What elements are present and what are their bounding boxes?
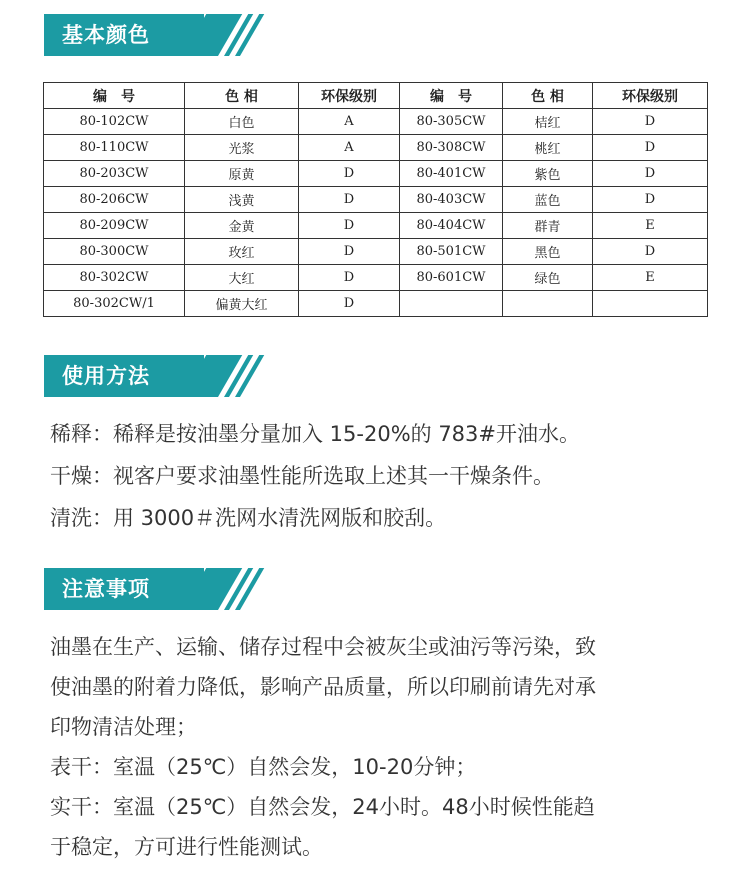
table-cell: 金黄 xyxy=(185,213,299,239)
table-header-row xyxy=(44,83,708,109)
table-row xyxy=(44,291,708,317)
table-cell: 黑色 xyxy=(503,239,593,265)
usage-cleaning: 清洗：用 3000＃洗网水清洗网版和胶刮。 xyxy=(50,506,447,530)
table-cell: D xyxy=(299,291,400,317)
column-header: 编 号 xyxy=(44,83,185,109)
table-cell: D xyxy=(299,187,400,213)
notes-line: 印物清洁处理； xyxy=(50,715,197,739)
notes-line: 于稳定，方可进行性能测试。 xyxy=(50,835,323,859)
table-cell: 桔红 xyxy=(503,109,593,135)
table-cell: 玫红 xyxy=(185,239,299,265)
table-cell: A xyxy=(299,109,400,135)
column-header: 色 相 xyxy=(503,83,593,109)
column-header: 色 相 xyxy=(185,83,299,109)
table-cell: 80-401CW xyxy=(400,161,503,187)
usage-drying: 干燥：视客户要求油墨性能所选取上述其一干燥条件。 xyxy=(50,464,554,488)
table-row xyxy=(44,187,708,213)
table-cell xyxy=(400,291,503,317)
notes-line: 使油墨的附着力降低，影响产品质量，所以印刷前请先对承 xyxy=(50,675,596,699)
table-cell: 光浆 xyxy=(185,135,299,161)
notes-line: 实干：室温（25℃）自然会发，24小时。48小时候性能趋 xyxy=(50,795,595,819)
usage-dilution: 稀释：稀释是按油墨分量加入 15-20%的 783#开油水。 xyxy=(50,422,581,446)
table-cell: 桃红 xyxy=(503,135,593,161)
table-cell: 绿色 xyxy=(503,265,593,291)
table-cell: 80-403CW xyxy=(400,187,503,213)
notes-line: 表干：室温（25℃）自然会发，10-20分钟； xyxy=(50,755,477,779)
column-header: 环保级别 xyxy=(593,83,708,109)
table-cell: 80-501CW xyxy=(400,239,503,265)
table-cell xyxy=(593,291,708,317)
notes-line: 油墨在生产、运输、储存过程中会被灰尘或油污等污染，致 xyxy=(50,635,596,659)
table-cell: D xyxy=(593,187,708,213)
table-cell: 80-300CW xyxy=(44,239,185,265)
table-cell: 蓝色 xyxy=(503,187,593,213)
table-cell: 80-601CW xyxy=(400,265,503,291)
table-cell: E xyxy=(593,213,708,239)
table-cell: 大红 xyxy=(185,265,299,291)
table-row xyxy=(44,239,708,265)
table-cell: D xyxy=(299,213,400,239)
table-cell: 80-209CW xyxy=(44,213,185,239)
table-cell: D xyxy=(593,135,708,161)
table-cell: 浅黄 xyxy=(185,187,299,213)
table-cell: A xyxy=(299,135,400,161)
table-cell: 80-404CW xyxy=(400,213,503,239)
table-cell: D xyxy=(593,239,708,265)
table-cell: 偏黄大红 xyxy=(185,291,299,317)
table-cell xyxy=(503,291,593,317)
table-row xyxy=(44,161,708,187)
table-cell: 群青 xyxy=(503,213,593,239)
table-cell: D xyxy=(299,239,400,265)
table-row xyxy=(44,265,708,291)
table-cell: 80-302CW xyxy=(44,265,185,291)
table-cell: 原黄 xyxy=(185,161,299,187)
color-table xyxy=(43,82,708,317)
section-title: 注意事项 xyxy=(44,568,204,610)
table-cell: 80-305CW xyxy=(400,109,503,135)
table-cell: 80-203CW xyxy=(44,161,185,187)
table-row xyxy=(44,135,708,161)
column-header: 环保级别 xyxy=(299,83,400,109)
table-cell: D xyxy=(299,161,400,187)
table-cell: D xyxy=(299,265,400,291)
table-cell: 80-206CW xyxy=(44,187,185,213)
table-cell: 80-302CW/1 xyxy=(44,291,185,317)
table-cell: 80-102CW xyxy=(44,109,185,135)
table-cell: D xyxy=(593,161,708,187)
section-title: 基本颜色 xyxy=(44,14,204,56)
table-cell: 白色 xyxy=(185,109,299,135)
table-cell: D xyxy=(593,109,708,135)
table-cell: 紫色 xyxy=(503,161,593,187)
table-row xyxy=(44,109,708,135)
section-title: 使用方法 xyxy=(44,355,204,397)
table-cell: 80-308CW xyxy=(400,135,503,161)
table-row xyxy=(44,213,708,239)
column-header: 编 号 xyxy=(400,83,503,109)
table-cell: E xyxy=(593,265,708,291)
table-cell: 80-110CW xyxy=(44,135,185,161)
